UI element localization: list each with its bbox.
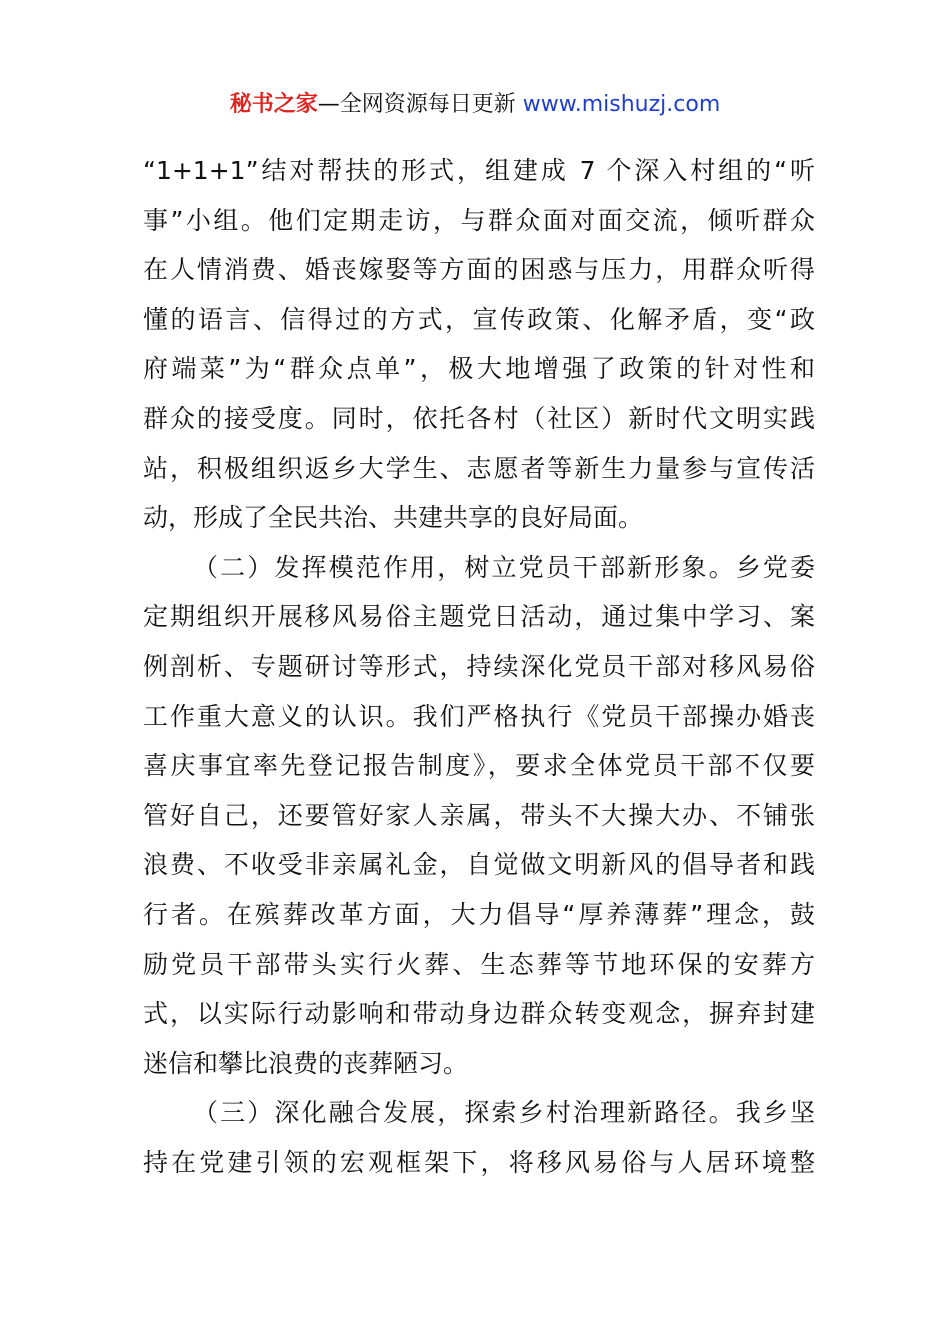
text-line: 群众的接受度。同时，依托各村（社区）新时代文明实践 xyxy=(143,403,815,433)
text-line: 喜庆事宜率先登记报告制度》，要求全体党员干部不仅要 xyxy=(143,751,815,781)
text-line: 工作重大意义的认识。我们严格执行《党员干部操办婚丧 xyxy=(143,701,815,731)
document-body xyxy=(143,152,815,1193)
text-line: 在人情消费、婚丧嫁娶等方面的困惑与压力，用群众听得 xyxy=(143,255,815,285)
text-line: 事”小组。他们定期走访，与群众面对面交流，倾听群众 xyxy=(143,205,815,235)
text-line: 管好自己，还要管好家人亲属，带头不大操大办、不铺张 xyxy=(143,800,815,830)
text-line: 浪费、不收受非亲属礼金，自觉做文明新风的倡导者和践 xyxy=(143,850,815,880)
text-line: “1+1+1”结对帮扶的形式，组建成 7 个深入村组的“听 xyxy=(143,156,815,185)
text-line: 府端菜”为“群众点单”，极大地增强了政策的针对性和 xyxy=(143,354,815,384)
text-line: 懂的语言、信得过的方式，宣传政策、化解矛盾，变“政 xyxy=(143,304,815,334)
site-url[interactable]: www.mishuzj.com xyxy=(522,92,721,117)
text-line: 定期组织开展移风易俗主题党日活动，通过集中学习、案 xyxy=(143,602,815,632)
text-line: 站，积极组织返乡大学生、志愿者等新生力量参与宣传活 xyxy=(143,453,815,483)
paragraph-first-line: （三）深化融合发展，探索乡村治理新路径。我乡坚 xyxy=(193,1098,815,1128)
paragraph-first-line: （二）发挥模范作用，树立党员干部新形象。乡党委 xyxy=(193,552,815,582)
site-header xyxy=(0,88,950,122)
text-line: 迷信和攀比浪费的丧葬陋习。 xyxy=(143,1048,469,1078)
site-tagline: —全网资源每日更新 xyxy=(317,92,516,117)
site-brand: 秘书之家 xyxy=(229,92,318,117)
text-line: 行者。在殡葬改革方面，大力倡导“厚养薄葬”理念，鼓 xyxy=(143,899,815,929)
text-line: 例剖析、专题研讨等形式，持续深化党员干部对移风易俗 xyxy=(143,651,815,681)
text-line: 持在党建引领的宏观框架下，将移风易俗与人居环境整 xyxy=(143,1147,815,1177)
text-line: 式，以实际行动影响和带动身边群众转变观念，摒弃封建 xyxy=(143,999,815,1029)
text-line: 动，形成了全民共治、共建共享的良好局面。 xyxy=(143,503,644,533)
text-line: 励党员干部带头实行火葬、生态葬等节地环保的安葬方 xyxy=(143,949,815,979)
